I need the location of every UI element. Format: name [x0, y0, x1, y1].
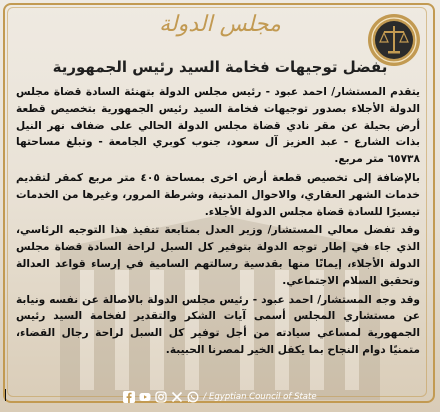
youtube-icon[interactable]	[139, 391, 151, 403]
footer-bar	[0, 389, 440, 405]
whatsapp-icon[interactable]	[187, 391, 199, 403]
paragraph-4: وقد وجه المستشار/ احمد عبود - رئيس مجلس الدولة بالاصالة عن نفسه ونيابة عن مستشاري المجلس أسمى آيات الشكر والتقدير لفخامة السيد رئيس الجمهورية لمساعي سيادته من أجل توفير كل السبل لراحة رجال القضاء، متمنيًا دوام النجاح بما يكفل الخير لمصرنا الحبيبة.	[16, 293, 420, 356]
footer-caption: / Egyptian Council of State	[203, 392, 317, 402]
post-body	[16, 84, 420, 361]
paragraph-1: يتقدم المستشار/ احمد عبود - رئيس مجلس الدولة بتهنئة السادة قضاة مجلس الدولة الأجلاء بصدور توجيهات فخامة السيد رئيس الجمهورية بتخصيص قطعة أرض بحيلة عن مقر نادي قضاة مجلس الدولة الحالي على ضفاف نهر النيل بذات الشارع - عبد العزيز آل سعود، جنوب كوبري الجامعة - وتبلغ مساحتها ٦٥٧٣٨ متر مربع.	[16, 86, 420, 166]
paragraph-3: وقد تفضل معالي المستشار/ وزير العدل بمتابعة تنفيذ هذا التوجيه الرئاسي، الذي جاء في إطار توجه الدولة بتوفير كل السبل لراحة السادة قضاة مجلس الدولة الأجلاء، إيمانًا منها بقدسية رسالتهم السامية في إرساء قواعد العدالة وتحقيق السلام الاجتماعي.	[16, 224, 420, 287]
instagram-icon[interactable]	[155, 391, 167, 403]
paragraph-2: بالإضافة إلى تخصيص قطعة أرض اخرى بمساحة ٤٠٥ متر مربع كمقر لتقديم خدمات الشهر العقاري، والاحوال المدنية، وشرطة المرور، وغيرها من الخدمات تيسيرًا للسادة قضاة مجلس الدولة الأجلاء.	[16, 171, 420, 218]
text-cursor	[5, 389, 6, 401]
facebook-icon[interactable]	[123, 391, 135, 403]
post-heading: بفضل توجيهات فخامة السيد رئيس الجمهورية	[52, 58, 388, 76]
x-icon[interactable]	[171, 391, 183, 403]
council-title: مجلس الدولة	[159, 12, 281, 37]
